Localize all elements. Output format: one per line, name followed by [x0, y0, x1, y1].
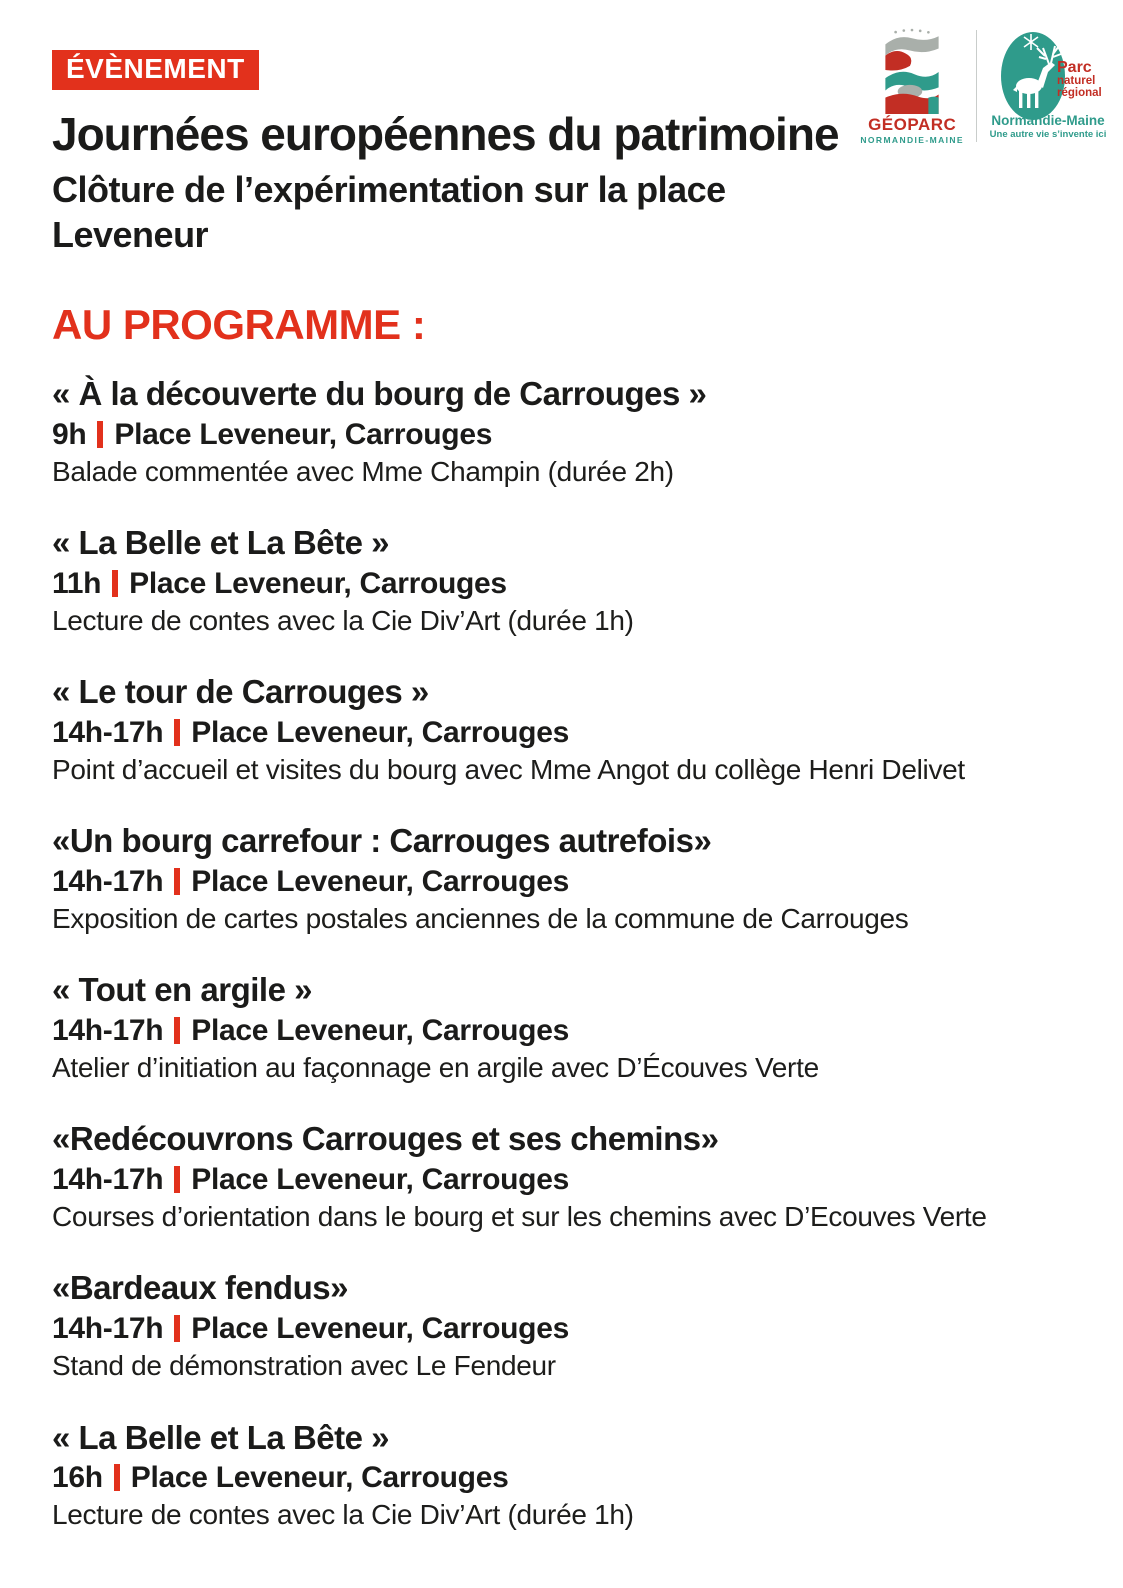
pnr-logo-tagline: Une autre vie s’invente ici: [989, 129, 1107, 140]
program-item: [52, 823, 1063, 935]
event-time: 14h-17h: [52, 1312, 164, 1346]
event-time: 14h-17h: [52, 1014, 164, 1048]
time-place-separator: [174, 1017, 180, 1044]
time-place-separator: [114, 1464, 120, 1491]
event-title: « La Belle et La Bête »: [52, 523, 389, 561]
event-title: « Le tour de Carrouges »: [52, 672, 429, 710]
event-place: Place Leveneur, Carrouges: [130, 1461, 509, 1495]
event-title: « La Belle et La Bête »: [52, 1418, 389, 1456]
event-time: 14h-17h: [52, 715, 164, 749]
program-list: [52, 376, 1063, 1532]
event-time: 16h: [52, 1461, 103, 1495]
event-time: 11h: [52, 566, 102, 600]
program-item: [52, 525, 1063, 637]
time-place-separator: [174, 1315, 180, 1342]
event-place: Place Leveneur, Carrouges: [191, 715, 569, 749]
event-meta: [52, 418, 1063, 451]
geoparc-logo: [860, 28, 964, 145]
program-item: [52, 972, 1063, 1084]
event-meta: [52, 1461, 1063, 1494]
program-item: [52, 376, 1063, 488]
event-time: 14h-17h: [52, 1163, 164, 1197]
time-place-separator: [174, 719, 180, 746]
event-title: «Redécouvrons Carrouges et ses chemins»: [52, 1120, 719, 1158]
event-description: Lecture de contes avec la Cie Div’Art (durée 1h): [52, 1499, 634, 1531]
event-description: Lecture de contes avec la Cie Div’Art (durée 1h): [52, 604, 634, 636]
event-meta: [52, 865, 1063, 898]
time-place-separator: [174, 868, 180, 895]
pnr-logo-title: Parc naturel régional: [1057, 59, 1102, 100]
section-heading: AU PROGRAMME :: [52, 300, 426, 348]
event-place: Place Leveneur, Carrouges: [114, 417, 493, 451]
event-place: Place Leveneur, Carrouges: [191, 864, 569, 898]
event-title: «Un bourg carrefour : Carrouges autrefois»: [52, 821, 712, 859]
event-description: Courses d’orientation dans le bourg et sur les chemins avec D’Ecouves Verte: [52, 1201, 987, 1233]
geoparc-logo-region: NORMANDIE-MAINE: [860, 135, 964, 145]
event-description: Point d’accueil et visites du bourg avec Mme Angot du collège Henri Delivet: [52, 753, 965, 785]
event-place: Place Leveneur, Carrouges: [191, 1014, 569, 1048]
event-time: 9h: [52, 417, 87, 451]
event-description: Atelier d’initiation au façonnage en argile avec D’Écouves Verte: [52, 1052, 819, 1084]
event-meta: [52, 567, 1063, 600]
event-title: « À la découverte du bourg de Carrouges »: [52, 374, 707, 412]
program-item: [52, 674, 1063, 786]
pnr-logo: [989, 28, 1107, 146]
program-item: [52, 1270, 1063, 1382]
time-place-separator: [112, 570, 118, 597]
page-subtitle: Clôture de l’expérimentation sur la place Leveneur: [52, 169, 726, 255]
page-title: Journées européennes du patrimoine: [52, 108, 839, 160]
event-title: « Tout en argile »: [52, 971, 312, 1009]
event-meta: [52, 1312, 1063, 1345]
program-item: [52, 1420, 1063, 1532]
program-item: [52, 1121, 1063, 1233]
event-title: «Bardeaux fendus»: [52, 1269, 348, 1307]
pnr-logo-region: Normandie-Maine: [991, 113, 1105, 128]
time-place-separator: [174, 1166, 180, 1193]
event-time: 14h-17h: [52, 864, 164, 898]
event-place: Place Leveneur, Carrouges: [191, 1312, 569, 1346]
geoparc-logo-icon: [883, 28, 941, 114]
event-meta: [52, 1163, 1063, 1196]
event-description: Stand de démonstration avec Le Fendeur: [52, 1350, 556, 1382]
logo-divider: [976, 30, 977, 142]
time-place-separator: [97, 421, 103, 448]
header-logos: [860, 28, 1107, 146]
event-meta: [52, 716, 1063, 749]
event-badge: ÉVÈNEMENT: [52, 50, 259, 90]
event-description: Exposition de cartes postales anciennes de la commune de Carrouges: [52, 902, 909, 934]
event-description: Balade commentée avec Mme Champin (durée 2h): [52, 455, 674, 487]
event-place: Place Leveneur, Carrouges: [129, 566, 507, 600]
event-place: Place Leveneur, Carrouges: [191, 1163, 569, 1197]
event-meta: [52, 1014, 1063, 1047]
geoparc-logo-name: GÉOPARC: [868, 115, 957, 134]
